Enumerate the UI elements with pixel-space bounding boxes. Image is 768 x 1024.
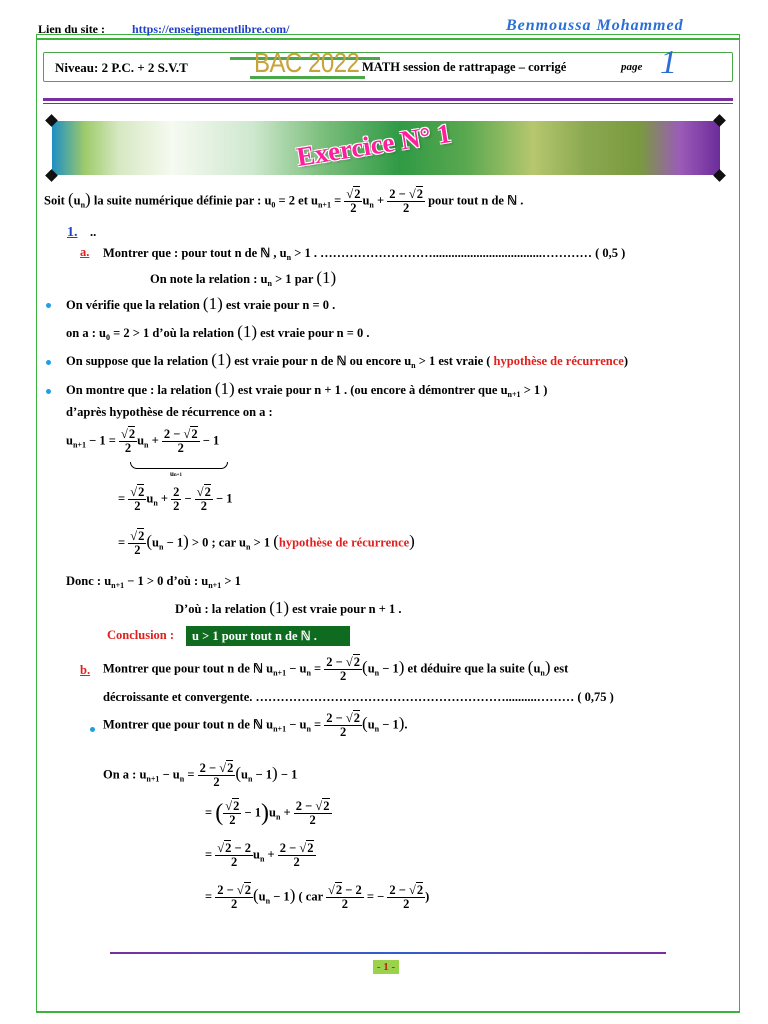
bullet-icon (46, 389, 51, 394)
equation-b1: On a : $u_{n+1} - u_n$ = $\frac{2 - √2}{2}$ $(u_n - 1) - 1$ (103, 761, 298, 790)
page-number-big: 1 (660, 44, 677, 81)
question-b-label: b. (80, 663, 91, 677)
bullet-icon (46, 360, 51, 365)
bullet-icon (46, 303, 51, 308)
conclusion-label: Conclusion : (107, 628, 175, 642)
underbrace (130, 462, 228, 469)
equation-b4: = $\frac{2 - √2}{2}$ $(u_n - 1)$ ( car $\frac{√2 - 2}{2}$ = − $\frac{2 - √2}{2}$ ) (205, 883, 430, 912)
equation-b2: = ( $\frac{√2}{2}$ − $1)u_n$ + $\frac{2 - √2}{2}$ (205, 799, 330, 828)
step-verify: On vérifie que la relation (1) est vraie pour n = 0 . (66, 294, 336, 313)
dou-line: D’où : la relation (1) est vraie pour n + 1 . (175, 598, 402, 617)
conclusion-box: u > 1 pour tout n de ℕ . (186, 626, 350, 646)
question-a-label: a. (80, 245, 90, 259)
exercise-title: Exercice N° 1 (294, 118, 454, 173)
level-label: Niveau: 2 P.C. + 2 S.V.T (55, 60, 188, 75)
intro-line: Soit $(u_n)$ la suite numérique définie par : $u_0 = 2$ et $u_{n+1}$ = $\frac{√2}{2}$ $u_n$ + $\frac{2 - √2}{2}$ pour tout n de ℕ . (44, 187, 524, 216)
header-rule (36, 38, 740, 40)
site-link[interactable]: https://enseignementlibre.com/ (132, 22, 290, 36)
purple-divider-thin (43, 103, 733, 104)
question-1-dots: .. (90, 225, 97, 239)
equation-3: = $\frac{√2}{2}$ $(u_n - 1) > 0$ ; car $u_n > 1$ (hypothèse de récurrence) (118, 529, 415, 558)
bullet-icon (90, 727, 95, 732)
site-label: Lien du site : (38, 22, 106, 36)
equation-2: = $\frac{√2}{2}$ $u_n$ + $\frac{2}{2}$ − $\frac{√2}{2}$ − 1 (118, 485, 233, 514)
bac-logo: BAC 2022 (254, 47, 360, 79)
session-label: MATH session de rattrapage – corrigé (362, 60, 567, 74)
page-frame (36, 34, 740, 1012)
step-verify-detail: on a : $u_0 = 2 > 1$ d’où la relation (1) est vraie pour n = 0 . (66, 322, 370, 342)
equation-b3: = $\frac{√2 - 2}{2}$ $u_n$ + $\frac{2 - √2}{2}$ (205, 841, 314, 870)
underbrace-label: un+1 (170, 470, 183, 478)
footer-frame-line (36, 1011, 740, 1013)
equation-1: $u_{n+1} - 1$ = $\frac{√2}{2}$ $u_n$ + $\frac{2 - √2}{2}$ − 1 (66, 427, 220, 456)
footer-rule (110, 952, 666, 954)
page-word: page (621, 61, 643, 73)
note-line: On note la relation : $u_n > 1$ par (1) (150, 268, 337, 288)
author-signature: Benmoussa Mohammed (506, 17, 684, 34)
step-suppose: On suppose que la relation (1) est vraie pour n de ℕ ou encore $u_n > 1$ est vraie ( hypothèse de récurrence) (66, 350, 629, 370)
donc-line: Donc : $u_{n+1} - 1 > 0$ d’où : $u_{n+1} > 1$ (66, 574, 241, 590)
after-hypothesis: d’après hypothèse de récurrence on a : (66, 405, 273, 419)
step-b: Montrer que pour tout n de ℕ $u_{n+1} - u_n$ = $\frac{2 - √2}{2}$ $(u_n - 1)$. (103, 711, 408, 740)
question-a: Montrer que : pour tout n de ℕ , $u_n > 1$ . ………………………...................................………… ( 0,5 ) (103, 246, 626, 262)
purple-divider (43, 98, 733, 101)
question-b-line2: décroissante et convergente. ……………………………………………………..........……… ( 0,75 ) (103, 690, 614, 704)
question-b: Montrer que pour tout n de ℕ $u_{n+1} - u_n$ = $\frac{2 - √2}{2}$ $(u_n - 1)$ et déduire que la suite $(u_n)$ est (103, 655, 569, 684)
question-1: 1. (67, 225, 78, 240)
page-number: - 1 - (373, 960, 399, 974)
step-show: On montre que : la relation (1) est vraie pour n + 1 . (ou encore à démontrer que $u_{n+1} > 1$ ) (66, 379, 548, 399)
